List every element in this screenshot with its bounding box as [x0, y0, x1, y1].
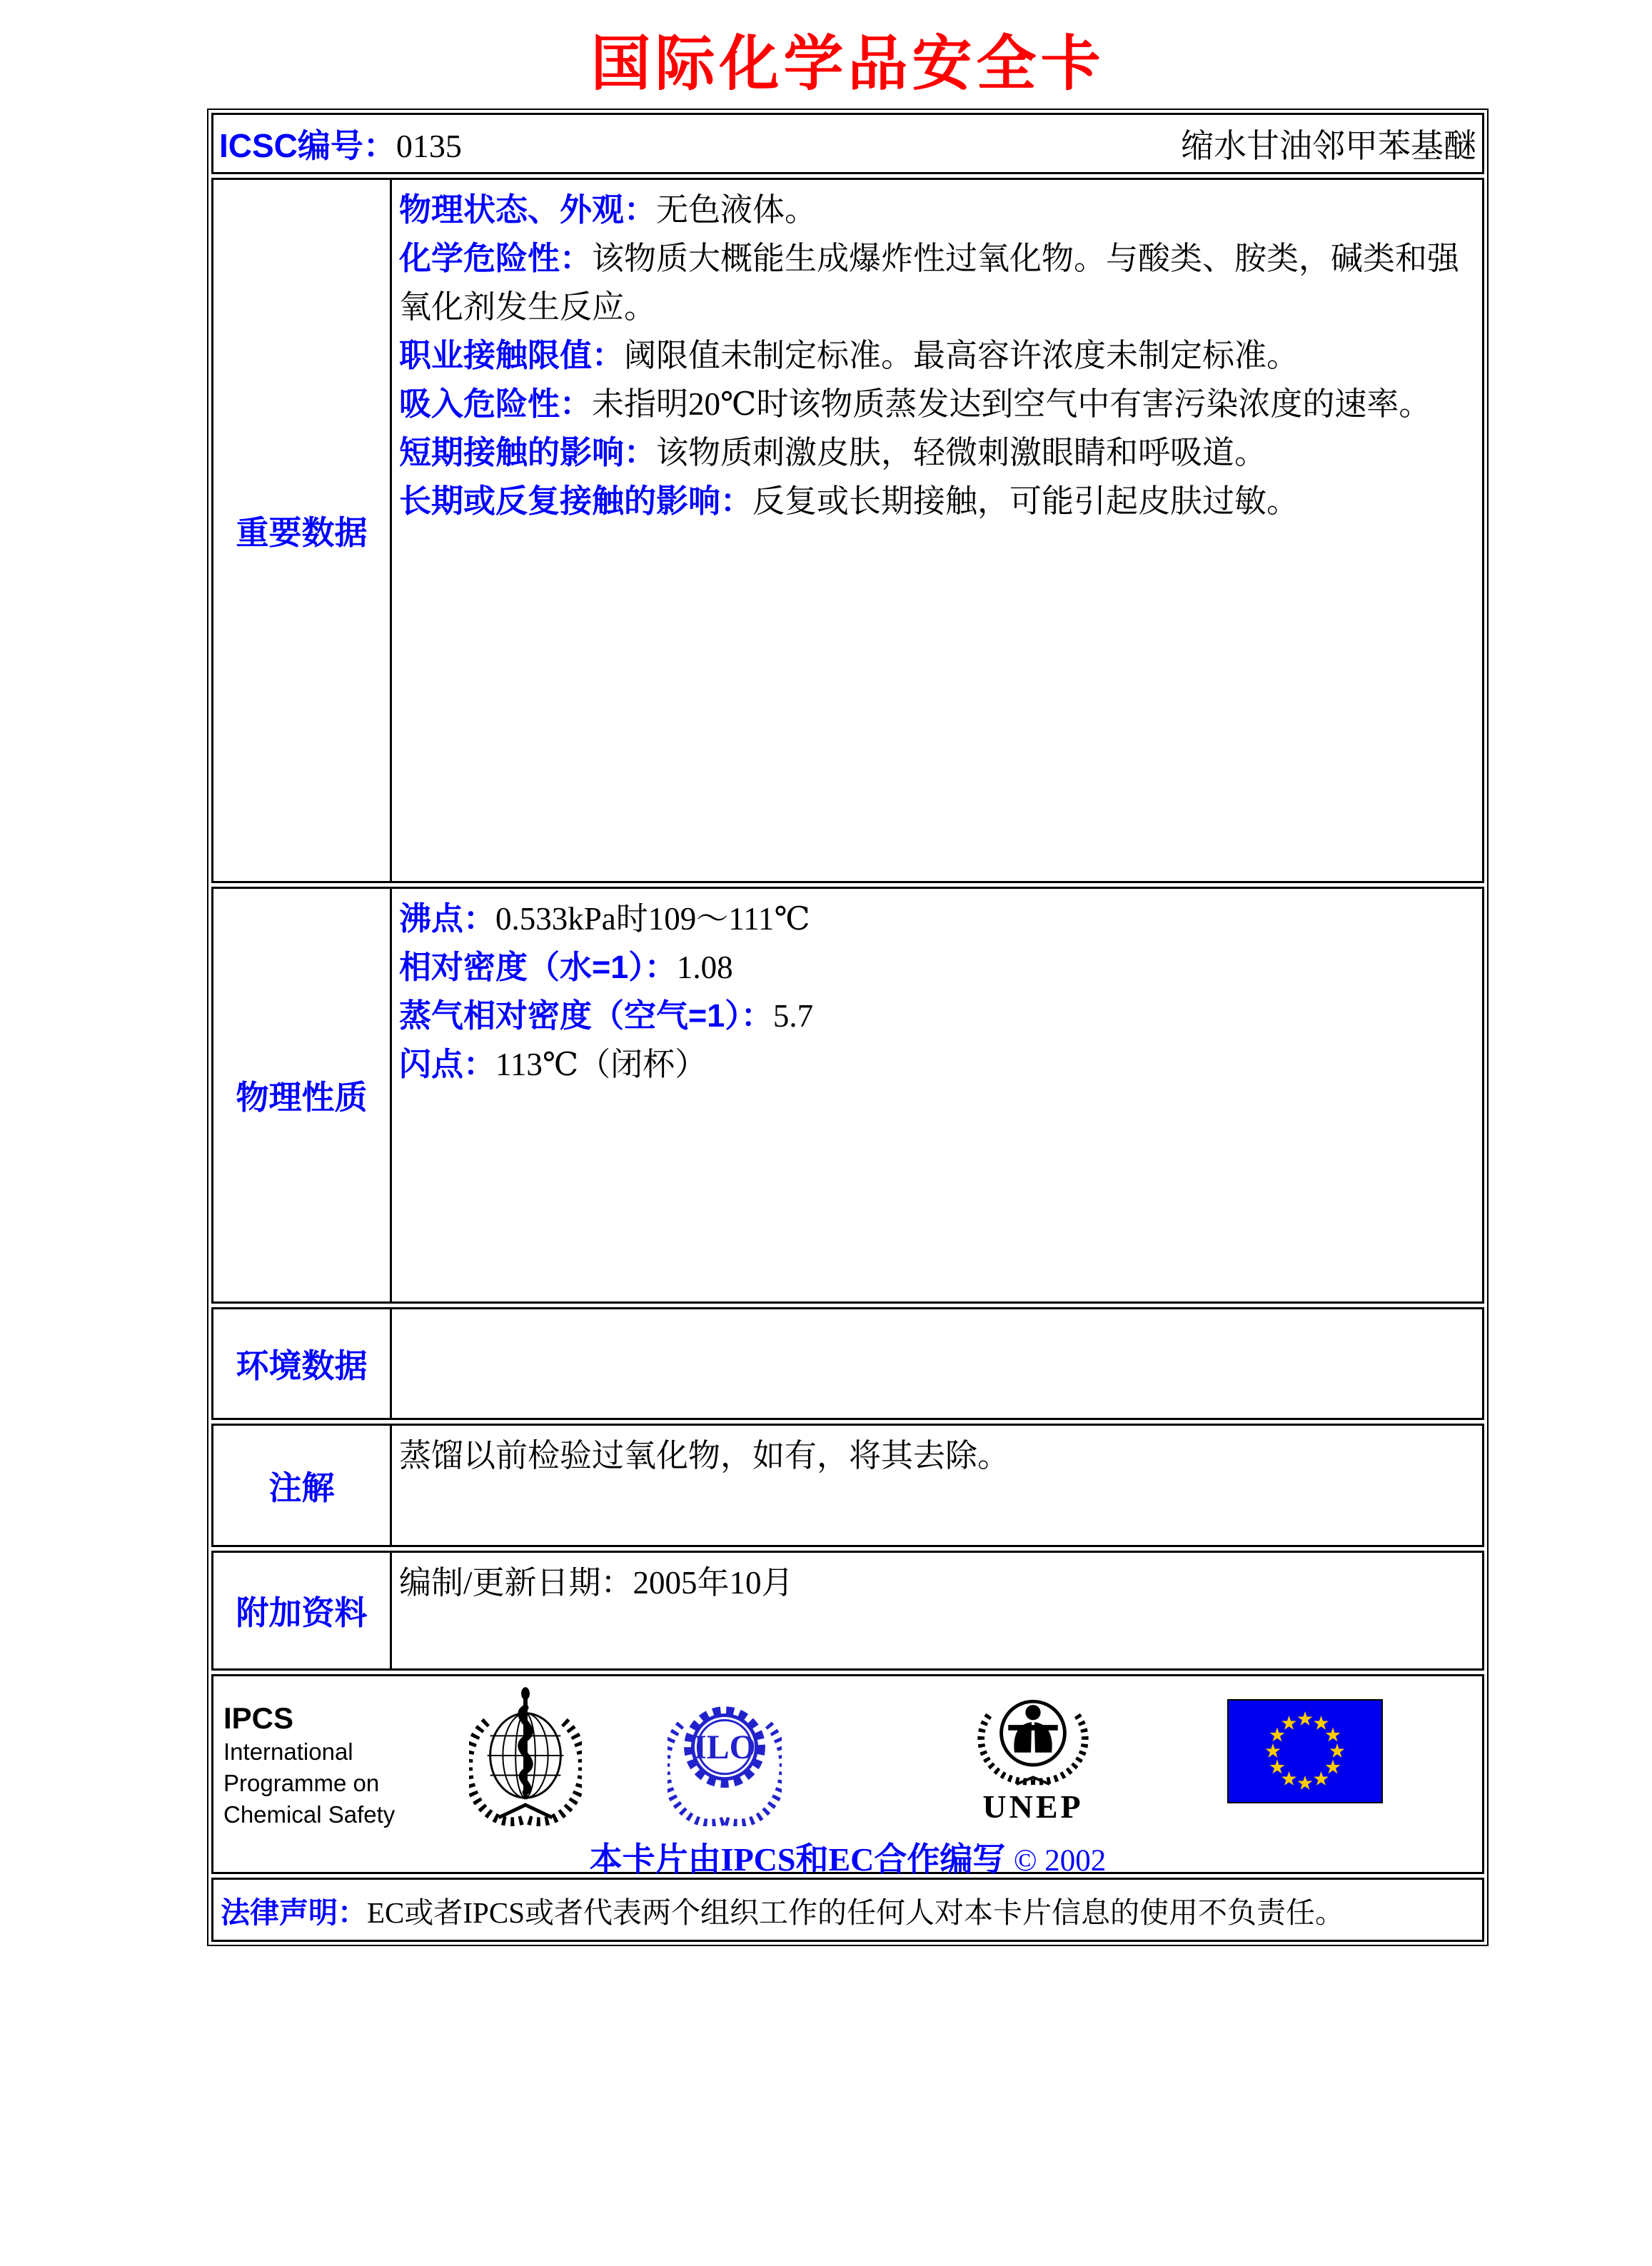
page-title: 国际化学品安全卡 [590, 31, 1105, 98]
field-occupational-limit: 职业接触限值：阈限值未制定标准。最高容许浓度未制定标准。 [399, 337, 1299, 373]
ipcs-title: IPCS [223, 1701, 294, 1735]
unep-logo-block [969, 1686, 1097, 1824]
eu-flag-icon [1227, 1699, 1383, 1803]
field-physical-state: 物理状态、外观：无色液体。 [399, 191, 817, 228]
additional-info-content [392, 1553, 1482, 1668]
physical-properties-row [211, 887, 1484, 1304]
additional-info-side-label: 附加资料 [213, 1553, 392, 1668]
important-data-side-label: 重要数据 [213, 180, 392, 881]
important-data-content [392, 180, 1482, 881]
who-logo-icon [469, 1685, 582, 1826]
legal-text: EC或者IPCS或者代表两个组织工作的任何人对本卡片信息的使用不负责任。 [367, 1895, 1344, 1929]
ilo-logo-icon [668, 1685, 782, 1826]
notes-side-label: 注解 [213, 1426, 392, 1545]
ipcs-line-1: International [223, 1738, 353, 1765]
additional-info-row [211, 1551, 1484, 1671]
copyright-text: © 2002 [1013, 1844, 1107, 1878]
credit-text: 本卡片由IPCS和EC合作编写 [589, 1841, 1006, 1878]
ipcs-text-block [223, 1701, 395, 1831]
ilo-logo-text: ILO [693, 1728, 756, 1766]
legal-label: 法律声明： [221, 1895, 367, 1929]
legal-row [211, 1878, 1484, 1942]
unep-logo-icon [976, 1686, 1090, 1786]
important-data-row [211, 178, 1484, 883]
logos-row [211, 1674, 1484, 1878]
physical-properties-content [392, 889, 1482, 1301]
field-long-term-effects: 长期或反复接触的影响：反复或长期接触，可能引起皮肤过敏。 [399, 483, 1299, 519]
header-row [211, 113, 1484, 174]
environmental-data-side-label: 环境数据 [213, 1309, 392, 1418]
field-flash-point: 闪点：113℃（闭杯） [399, 1046, 707, 1082]
notes-content [392, 1426, 1482, 1545]
notes-text: 蒸馏以前检验过氧化物，如有，将其去除。 [399, 1438, 1010, 1474]
environmental-data-content [392, 1309, 1482, 1418]
credit-line [213, 1833, 1482, 1880]
additional-info-text: 编制/更新日期：2005年10月 [399, 1565, 794, 1601]
icsc-number-label: ICSC编号： [219, 127, 396, 164]
notes-row [211, 1424, 1484, 1547]
chemical-name: 缩水甘油邻甲苯基醚 [1181, 128, 1476, 164]
icsc-number-value: 0135 [396, 128, 462, 164]
icsc-number-group [219, 120, 462, 167]
physical-properties-side-label: 物理性质 [213, 889, 392, 1301]
field-chemical-danger: 化学危险性：该物质大概能生成爆炸性过氧化物。与酸类、胺类，碱类和强氧化剂发生反应。 [399, 240, 1460, 325]
field-boiling-point: 沸点：0.533kPa时109～111℃ [399, 900, 810, 937]
ipcs-line-3: Chemical Safety [223, 1801, 396, 1828]
unep-logo-text: UNEP [982, 1788, 1084, 1825]
field-vapor-density: 蒸气相对密度（空气=1）：5.7 [399, 997, 814, 1034]
icsc-card [207, 109, 1489, 1946]
environmental-data-row [211, 1307, 1484, 1420]
field-relative-density: 相对密度（水=1）：1.08 [399, 949, 733, 985]
ipcs-line-2: Programme on [223, 1770, 380, 1796]
field-inhalation-risk: 吸入危险性：未指明20℃时该物质蒸发达到空气中有害污染浓度的速率。 [399, 386, 1431, 422]
field-short-term-effects: 短期接触的影响：该物质刺激皮肤，轻微刺激眼睛和呼吸道。 [399, 434, 1267, 470]
